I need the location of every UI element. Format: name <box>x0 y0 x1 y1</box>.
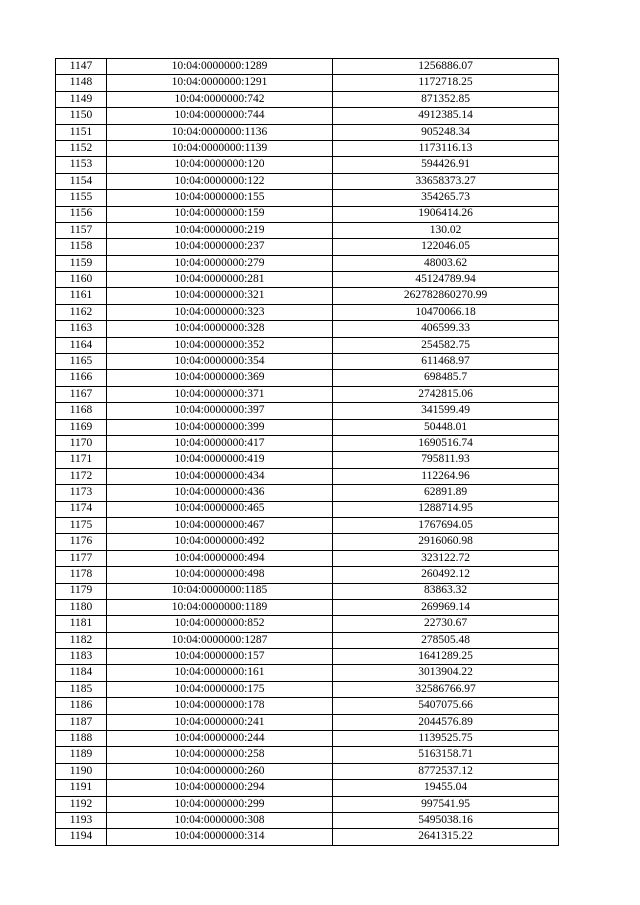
cadastral-number-cell: 10:04:0000000:1136 <box>107 124 333 140</box>
value-cell: 354265.73 <box>333 190 559 206</box>
cadastral-number-cell: 10:04:0000000:354 <box>107 354 333 370</box>
value-cell: 19455.04 <box>333 780 559 796</box>
table-row <box>56 239 559 255</box>
value-cell: 48003.62 <box>333 255 559 271</box>
value-cell: 278505.48 <box>333 632 559 648</box>
row-number-cell: 1168 <box>56 403 107 419</box>
row-number-cell: 1155 <box>56 190 107 206</box>
row-number-cell: 1170 <box>56 435 107 451</box>
cadastral-number-cell: 10:04:0000000:371 <box>107 386 333 402</box>
cadastral-number-cell: 10:04:0000000:237 <box>107 239 333 255</box>
table-row <box>56 747 559 763</box>
row-number-cell: 1174 <box>56 501 107 517</box>
cadastral-number-cell: 10:04:0000000:744 <box>107 108 333 124</box>
table-row <box>56 780 559 796</box>
value-cell: 45124789.94 <box>333 272 559 288</box>
cadastral-number-cell: 10:04:0000000:308 <box>107 812 333 828</box>
value-cell: 2641315.22 <box>333 829 559 845</box>
row-number-cell: 1192 <box>56 796 107 812</box>
cadastral-number-cell: 10:04:0000000:219 <box>107 222 333 238</box>
value-cell: 905248.34 <box>333 124 559 140</box>
table-row <box>56 272 559 288</box>
row-number-cell: 1172 <box>56 468 107 484</box>
row-number-cell: 1191 <box>56 780 107 796</box>
cadastral-number-cell: 10:04:0000000:328 <box>107 321 333 337</box>
table-row <box>56 386 559 402</box>
cadastral-number-cell: 10:04:0000000:352 <box>107 337 333 353</box>
value-cell: 122046.05 <box>333 239 559 255</box>
value-cell: 130.02 <box>333 222 559 238</box>
row-number-cell: 1158 <box>56 239 107 255</box>
table-row <box>56 288 559 304</box>
cadastral-number-cell: 10:04:0000000:436 <box>107 485 333 501</box>
row-number-cell: 1177 <box>56 550 107 566</box>
row-number-cell: 1152 <box>56 140 107 156</box>
row-number-cell: 1148 <box>56 75 107 91</box>
row-number-cell: 1185 <box>56 681 107 697</box>
table-row <box>56 517 559 533</box>
cadastral-number-cell: 10:04:0000000:178 <box>107 698 333 714</box>
cadastral-number-cell: 10:04:0000000:258 <box>107 747 333 763</box>
row-number-cell: 1163 <box>56 321 107 337</box>
table-row <box>56 698 559 714</box>
cadastral-number-cell: 10:04:0000000:157 <box>107 649 333 665</box>
cadastral-number-cell: 10:04:0000000:161 <box>107 665 333 681</box>
row-number-cell: 1150 <box>56 108 107 124</box>
value-cell: 1139525.75 <box>333 731 559 747</box>
table-row <box>56 304 559 320</box>
row-number-cell: 1149 <box>56 91 107 107</box>
row-number-cell: 1178 <box>56 567 107 583</box>
value-cell: 62891.89 <box>333 485 559 501</box>
cadastral-number-cell: 10:04:0000000:299 <box>107 796 333 812</box>
cadastral-number-cell: 10:04:0000000:1291 <box>107 75 333 91</box>
value-cell: 22730.67 <box>333 616 559 632</box>
row-number-cell: 1183 <box>56 649 107 665</box>
row-number-cell: 1156 <box>56 206 107 222</box>
table-row <box>56 403 559 419</box>
cadastral-number-cell: 10:04:0000000:159 <box>107 206 333 222</box>
table-row <box>56 435 559 451</box>
table-row <box>56 665 559 681</box>
value-cell: 1288714.95 <box>333 501 559 517</box>
table-row <box>56 124 559 140</box>
row-number-cell: 1165 <box>56 354 107 370</box>
cadastral-number-cell: 10:04:0000000:467 <box>107 517 333 533</box>
table-row <box>56 91 559 107</box>
row-number-cell: 1157 <box>56 222 107 238</box>
table-row <box>56 812 559 828</box>
cadastral-number-cell: 10:04:0000000:155 <box>107 190 333 206</box>
table-row <box>56 370 559 386</box>
table-row <box>56 321 559 337</box>
row-number-cell: 1164 <box>56 337 107 353</box>
value-cell: 1641289.25 <box>333 649 559 665</box>
value-cell: 871352.85 <box>333 91 559 107</box>
value-cell: 4912385.14 <box>333 108 559 124</box>
cadastral-number-cell: 10:04:0000000:122 <box>107 173 333 189</box>
row-number-cell: 1171 <box>56 452 107 468</box>
cadastral-number-cell: 10:04:0000000:1139 <box>107 140 333 156</box>
value-cell: 2044576.89 <box>333 714 559 730</box>
row-number-cell: 1187 <box>56 714 107 730</box>
value-cell: 5407075.66 <box>333 698 559 714</box>
table-row <box>56 763 559 779</box>
table-row <box>56 108 559 124</box>
row-number-cell: 1181 <box>56 616 107 632</box>
table-row <box>56 157 559 173</box>
table-row <box>56 206 559 222</box>
row-number-cell: 1161 <box>56 288 107 304</box>
value-cell: 50448.01 <box>333 419 559 435</box>
table-row <box>56 714 559 730</box>
table-row <box>56 567 559 583</box>
table-row <box>56 550 559 566</box>
cadastral-number-cell: 10:04:0000000:260 <box>107 763 333 779</box>
row-number-cell: 1151 <box>56 124 107 140</box>
row-number-cell: 1182 <box>56 632 107 648</box>
value-cell: 10470066.18 <box>333 304 559 320</box>
cadastral-value-table <box>55 58 559 846</box>
table-body <box>56 59 559 846</box>
cadastral-number-cell: 10:04:0000000:281 <box>107 272 333 288</box>
value-cell: 795811.93 <box>333 452 559 468</box>
cadastral-number-cell: 10:04:0000000:120 <box>107 157 333 173</box>
value-cell: 5495038.16 <box>333 812 559 828</box>
cadastral-number-cell: 10:04:0000000:175 <box>107 681 333 697</box>
cadastral-number-cell: 10:04:0000000:1185 <box>107 583 333 599</box>
cadastral-number-cell: 10:04:0000000:321 <box>107 288 333 304</box>
row-number-cell: 1167 <box>56 386 107 402</box>
table-row <box>56 731 559 747</box>
row-number-cell: 1188 <box>56 731 107 747</box>
table-row <box>56 337 559 353</box>
value-cell: 406599.33 <box>333 321 559 337</box>
value-cell: 341599.49 <box>333 403 559 419</box>
value-cell: 33658373.27 <box>333 173 559 189</box>
row-number-cell: 1160 <box>56 272 107 288</box>
cadastral-number-cell: 10:04:0000000:294 <box>107 780 333 796</box>
cadastral-number-cell: 10:04:0000000:314 <box>107 829 333 845</box>
row-number-cell: 1184 <box>56 665 107 681</box>
row-number-cell: 1176 <box>56 534 107 550</box>
table-row <box>56 59 559 75</box>
row-number-cell: 1154 <box>56 173 107 189</box>
table-row <box>56 534 559 550</box>
cadastral-number-cell: 10:04:0000000:852 <box>107 616 333 632</box>
value-cell: 2916060.98 <box>333 534 559 550</box>
row-number-cell: 1166 <box>56 370 107 386</box>
cadastral-number-cell: 10:04:0000000:1287 <box>107 632 333 648</box>
cadastral-number-cell: 10:04:0000000:244 <box>107 731 333 747</box>
value-cell: 260492.12 <box>333 567 559 583</box>
table-row <box>56 468 559 484</box>
table-row <box>56 649 559 665</box>
row-number-cell: 1194 <box>56 829 107 845</box>
value-cell: 269969.14 <box>333 599 559 615</box>
table-row <box>56 190 559 206</box>
cadastral-number-cell: 10:04:0000000:434 <box>107 468 333 484</box>
table-row <box>56 632 559 648</box>
table-row <box>56 354 559 370</box>
row-number-cell: 1189 <box>56 747 107 763</box>
value-cell: 997541.95 <box>333 796 559 812</box>
value-cell: 254582.75 <box>333 337 559 353</box>
table-row <box>56 616 559 632</box>
value-cell: 1172718.25 <box>333 75 559 91</box>
row-number-cell: 1193 <box>56 812 107 828</box>
cadastral-number-cell: 10:04:0000000:279 <box>107 255 333 271</box>
value-cell: 323122.72 <box>333 550 559 566</box>
table-row <box>56 173 559 189</box>
cadastral-number-cell: 10:04:0000000:742 <box>107 91 333 107</box>
value-cell: 1173116.13 <box>333 140 559 156</box>
cadastral-number-cell: 10:04:0000000:241 <box>107 714 333 730</box>
row-number-cell: 1153 <box>56 157 107 173</box>
value-cell: 594426.91 <box>333 157 559 173</box>
value-cell: 2742815.06 <box>333 386 559 402</box>
value-cell: 1256886.07 <box>333 59 559 75</box>
cadastral-number-cell: 10:04:0000000:399 <box>107 419 333 435</box>
table-row <box>56 452 559 468</box>
table-row <box>56 255 559 271</box>
table-row <box>56 419 559 435</box>
table-row <box>56 140 559 156</box>
table-row <box>56 583 559 599</box>
cadastral-number-cell: 10:04:0000000:498 <box>107 567 333 583</box>
cadastral-number-cell: 10:04:0000000:1289 <box>107 59 333 75</box>
table-row <box>56 222 559 238</box>
value-cell: 262782860270.99 <box>333 288 559 304</box>
cadastral-number-cell: 10:04:0000000:323 <box>107 304 333 320</box>
row-number-cell: 1180 <box>56 599 107 615</box>
table-row <box>56 485 559 501</box>
row-number-cell: 1147 <box>56 59 107 75</box>
value-cell: 3013904.22 <box>333 665 559 681</box>
table-row <box>56 796 559 812</box>
cadastral-number-cell: 10:04:0000000:1189 <box>107 599 333 615</box>
row-number-cell: 1169 <box>56 419 107 435</box>
value-cell: 8772537.12 <box>333 763 559 779</box>
row-number-cell: 1173 <box>56 485 107 501</box>
row-number-cell: 1159 <box>56 255 107 271</box>
row-number-cell: 1175 <box>56 517 107 533</box>
value-cell: 32586766.97 <box>333 681 559 697</box>
value-cell: 112264.96 <box>333 468 559 484</box>
row-number-cell: 1179 <box>56 583 107 599</box>
value-cell: 1767694.05 <box>333 517 559 533</box>
cadastral-number-cell: 10:04:0000000:494 <box>107 550 333 566</box>
table-row <box>56 75 559 91</box>
cadastral-number-cell: 10:04:0000000:417 <box>107 435 333 451</box>
value-cell: 83863.32 <box>333 583 559 599</box>
cadastral-number-cell: 10:04:0000000:397 <box>107 403 333 419</box>
value-cell: 611468.97 <box>333 354 559 370</box>
row-number-cell: 1162 <box>56 304 107 320</box>
value-cell: 1906414.26 <box>333 206 559 222</box>
table-row <box>56 599 559 615</box>
cadastral-number-cell: 10:04:0000000:492 <box>107 534 333 550</box>
cadastral-number-cell: 10:04:0000000:369 <box>107 370 333 386</box>
table-row <box>56 501 559 517</box>
cadastral-number-cell: 10:04:0000000:465 <box>107 501 333 517</box>
table-row <box>56 829 559 845</box>
value-cell: 1690516.74 <box>333 435 559 451</box>
cadastral-number-cell: 10:04:0000000:419 <box>107 452 333 468</box>
value-cell: 698485.7 <box>333 370 559 386</box>
row-number-cell: 1190 <box>56 763 107 779</box>
table-row <box>56 681 559 697</box>
row-number-cell: 1186 <box>56 698 107 714</box>
value-cell: 5163158.71 <box>333 747 559 763</box>
